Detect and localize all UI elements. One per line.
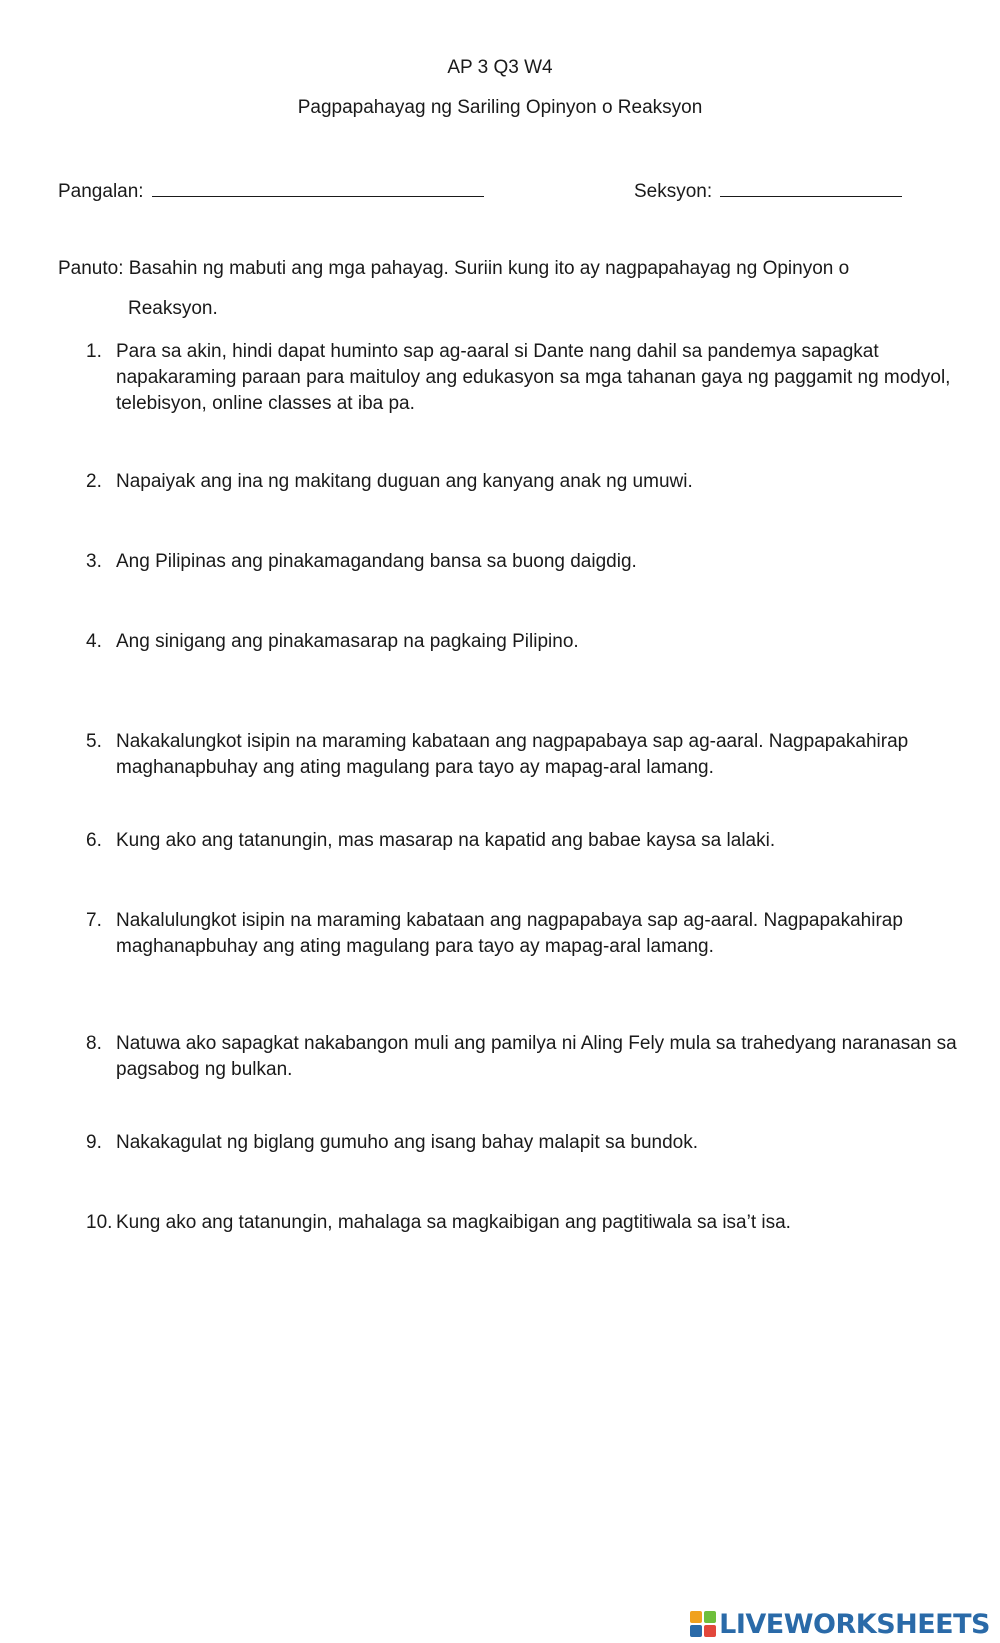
item-text: Kung ako ang tatanungin, mahalaga sa magkaibigan ang pagtitiwala sa isa’t isa. xyxy=(116,1212,791,1233)
list-item xyxy=(86,629,966,655)
item-text: Nakakalungkot isipin na maraming kabataan ang nagpapabaya sap ag-aaral. Nagpapakahirap maghanapbuhay ang ating magulang para tayo ay mapag-aral lamang. xyxy=(116,731,909,778)
liveworksheets-logo[interactable] xyxy=(690,1607,990,1641)
brand-name: LIVEWORKSHEETS xyxy=(719,1608,990,1640)
section-label: Seksyon: xyxy=(634,181,713,202)
instructions-line-1: Panuto: Basahin ng mabuti ang mga pahayag. Suriin kung ito ay nagpapahayag ng Opinyon o xyxy=(58,258,850,279)
liveworksheets-logo-icon xyxy=(690,1611,716,1637)
list-item xyxy=(86,828,966,854)
item-number: 10. xyxy=(86,1212,113,1233)
item-text: Nakalulungkot isipin na maraming kabataan ang nagpapabaya sap ag-aaral. Nagpapakahirap maghanapbuhay ang ating magulang para tayo ay mapag-aral lamang. xyxy=(116,910,903,957)
item-text: Natuwa ako sapagkat nakabangon muli ang pamilya ni Aling Fely mula sa trahedyang naranasan sa pagsabog ng bulkan. xyxy=(116,1033,957,1080)
item-number: 3. xyxy=(86,551,102,572)
list-item xyxy=(86,729,966,781)
name-blank-line[interactable] xyxy=(152,178,484,197)
item-number: 2. xyxy=(86,471,102,492)
item-text: Para sa akin, hindi dapat huminto sap ag-aaral si Dante nang dahil sa pandemya sapagkat napakaraming paraan para maituloy ang edukasyon sa mga tahanan gaya ng paggamit ng modyol, telebisyon, online classes at iba pa. xyxy=(116,341,951,414)
item-text: Napaiyak ang ina ng makitang duguan ang kanyang anak ng umuwi. xyxy=(116,471,693,492)
instructions-line-2: Reaksyon. xyxy=(128,298,218,319)
item-text: Kung ako ang tatanungin, mas masarap na kapatid ang babae kaysa sa lalaki. xyxy=(116,830,776,851)
item-number: 4. xyxy=(86,631,102,652)
list-item xyxy=(86,469,966,495)
section-blank-line[interactable] xyxy=(720,178,902,197)
item-number: 6. xyxy=(86,830,102,851)
item-number: 8. xyxy=(86,1033,102,1054)
list-item xyxy=(86,1210,966,1236)
list-item xyxy=(86,908,966,960)
item-number: 1. xyxy=(86,341,102,362)
name-field xyxy=(58,178,484,203)
list-item xyxy=(86,549,966,575)
name-label: Pangalan: xyxy=(58,181,144,202)
item-text: Ang sinigang ang pinakamasarap na pagkaing Pilipino. xyxy=(116,631,579,652)
item-number: 7. xyxy=(86,910,102,931)
item-text: Ang Pilipinas ang pinakamagandang bansa sa buong daigdig. xyxy=(116,551,637,572)
item-text: Nakakagulat ng biglang gumuho ang isang bahay malapit sa bundok. xyxy=(116,1132,699,1153)
section-field xyxy=(634,178,902,203)
item-number: 9. xyxy=(86,1132,102,1153)
item-number: 5. xyxy=(86,731,102,752)
list-item xyxy=(86,1130,966,1156)
list-item xyxy=(86,339,966,417)
worksheet-code: AP 3 Q3 W4 xyxy=(447,57,553,78)
list-item xyxy=(86,1031,966,1083)
worksheet-title: Pagpapahayag ng Sariling Opinyon o Reaksyon xyxy=(297,97,703,118)
